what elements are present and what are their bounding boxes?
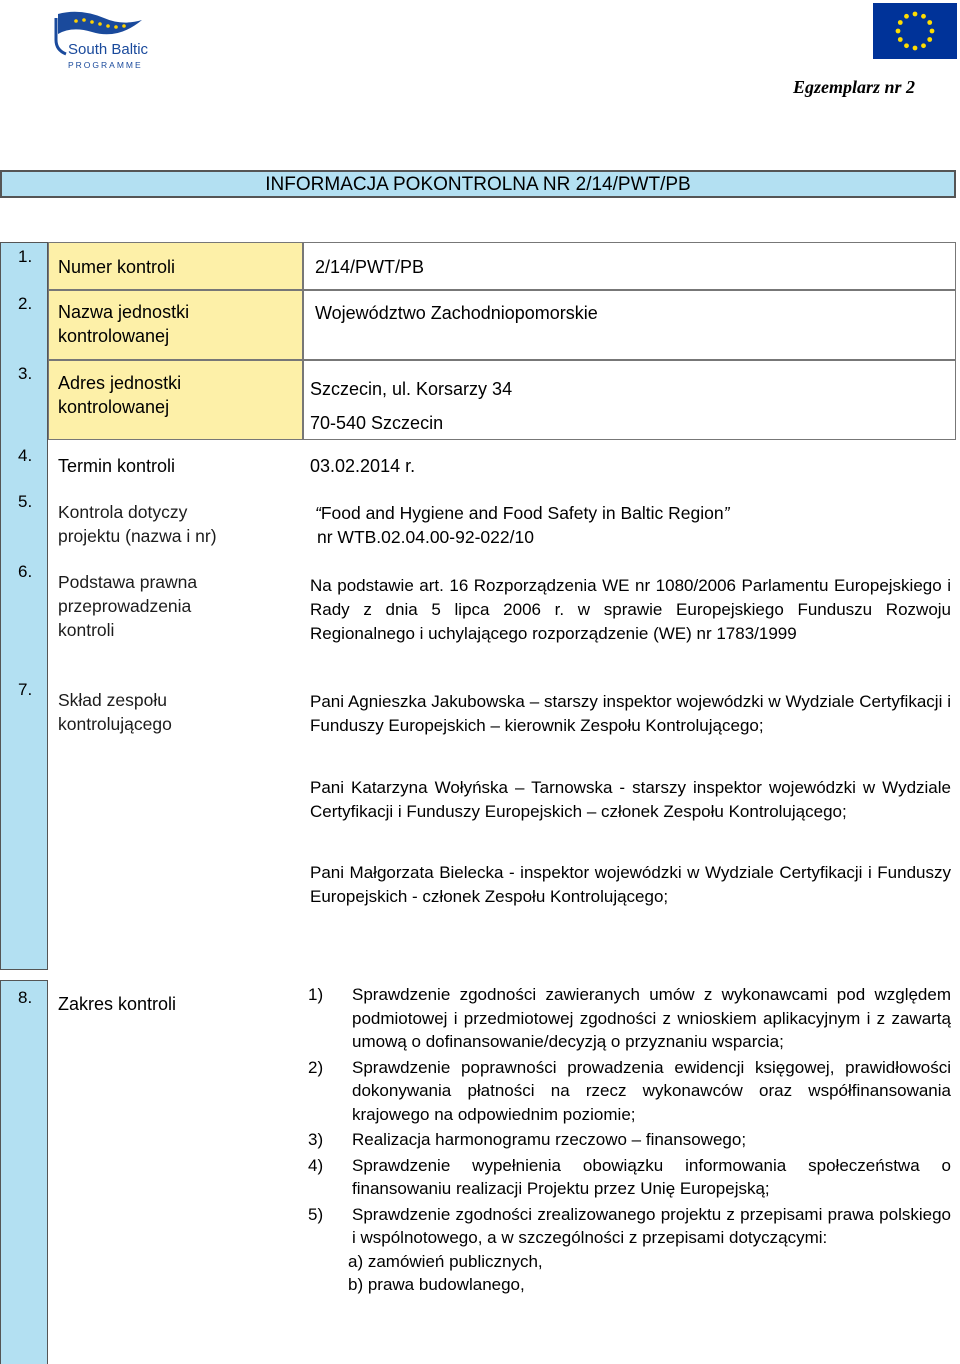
eu-star-icon xyxy=(930,29,935,34)
number-column xyxy=(0,242,48,970)
scope-list xyxy=(308,983,951,1297)
scope-item: 5) Sprawdzenie zgodności zrealizowanego projektu z przepisami prawa polskiego i wspólnotowego, a w szczególności z przepisami dotyczącymi: xyxy=(308,1204,951,1247)
value-unit-name: Województwo Zachodniopomorskie xyxy=(315,303,598,323)
scope-subitem: b) prawa budowlanego, xyxy=(348,1275,525,1294)
eu-star-icon xyxy=(913,12,918,17)
label-control-number: Numer kontroli xyxy=(58,257,176,277)
value-project: “Food and Hygiene and Food Safety in Baltic Region” nr WTB.02.04.00-92-022/10 xyxy=(315,503,730,547)
team-member-1: Pani Agnieszka Jakubowska – starszy inspektor wojewódzki w Wydziale Certyfikacji i Funduszy Europejskich – kierownik Zespołu Kontrolującego; xyxy=(310,692,951,735)
value-unit-address: Szczecin, ul. Korsarzy 34 70-540 Szczecin xyxy=(310,379,513,433)
eu-star-icon xyxy=(898,20,903,25)
eu-star-icon xyxy=(927,37,932,42)
value-legal-basis: Na podstawie art. 16 Rozporządzenia WE nr 1080/2006 Parlamentu Europejskiego i Rady z dnia 5 lipca 2006 r. w sprawie Europejskiego Funduszu Rozwoju Regionalnego i uchylającego rozporządzenie (WE) nr 1783/1999 xyxy=(310,576,951,643)
row-number-5: 5. xyxy=(18,492,33,511)
eu-star-icon xyxy=(904,14,909,19)
logo-text-main: South Baltic xyxy=(68,41,149,58)
document-title: INFORMACJA POKONTROLNA NR 2/14/PWT/PB xyxy=(0,170,956,198)
scope-item: 4) Sprawdzenie wypełnienia obowiązku informowania społeczeństwa o finansowaniu realizacji Projektu przez Unię Europejską; xyxy=(308,1155,951,1198)
row-number-8: 8. xyxy=(18,988,33,1007)
row-number-7: 7. xyxy=(18,680,33,699)
label-team: Skład zespołu kontrolującego xyxy=(58,690,172,734)
eu-star-icon xyxy=(921,14,926,19)
label-scope: Zakres kontroli xyxy=(58,994,177,1014)
row-number-6: 6. xyxy=(18,562,33,581)
row-number-2: 2. xyxy=(18,294,33,313)
eu-star-icon xyxy=(927,20,932,25)
eu-star-icon xyxy=(896,29,901,34)
row-number-1: 1. xyxy=(18,247,33,266)
scope-item: 2) Sprawdzenie poprawności prowadzenia ewidencji księgowej, prawidłowości dokonywania płatności na rzecz wykonawców oraz współfinansowania krajowego na odpowiednim poziomie; xyxy=(308,1057,951,1124)
value-control-number: 2/14/PWT/PB xyxy=(315,257,425,277)
label-unit-name: Nazwa jednostki kontrolowanej xyxy=(58,302,190,346)
copy-number-label: Egzemplarz nr 2 xyxy=(792,77,915,97)
number-column-section-8 xyxy=(0,980,48,1364)
row-number-3: 3. xyxy=(18,364,33,383)
eu-star-icon xyxy=(898,37,903,42)
scope-item: 3) Realizacja harmonogramu rzeczowo – finansowego; xyxy=(308,1130,747,1149)
eu-flag-icon xyxy=(873,3,957,59)
south-baltic-programme-logo xyxy=(52,10,152,76)
row-number-4: 4. xyxy=(18,446,33,465)
scope-subitem: a) zamówień publicznych, xyxy=(348,1251,543,1271)
label-control-date: Termin kontroli xyxy=(58,456,176,476)
value-control-date: 03.02.2014 r. xyxy=(310,456,416,476)
label-project: Kontrola dotyczy projektu (nazwa i nr) xyxy=(58,502,217,546)
team-member-3: Pani Małgorzata Bielecka - inspektor wojewódzki w Wydziale Certyfikacji i Funduszy Europejskich - członek Zespołu Kontrolującego; xyxy=(310,863,951,906)
label-unit-address: Adres jednostki kontrolowanej xyxy=(58,373,182,417)
label-legal-basis: Podstawa prawna przeprowadzenia kontroli xyxy=(58,572,198,640)
eu-star-icon xyxy=(904,43,909,48)
logo-text-sub: PROGRAMME xyxy=(68,60,143,70)
team-member-2: Pani Katarzyna Wołyńska – Tarnowska - starszy inspektor wojewódzki w Wydziale Certyfikacji i Funduszy Europejskich – członek Zespołu Kontrolującego; xyxy=(310,778,951,821)
scope-item: 1) Sprawdzenie zgodności zawieranych umów z wykonawcami pod względem podmiotowej i przedmiotowej zgodności z wnioskiem aplikacyjnym i z zawartą umową o dofinansowanie/decyzją o przyznaniu wsparcia; xyxy=(308,985,951,1051)
eu-star-icon xyxy=(913,46,918,51)
eu-star-icon xyxy=(921,43,926,48)
